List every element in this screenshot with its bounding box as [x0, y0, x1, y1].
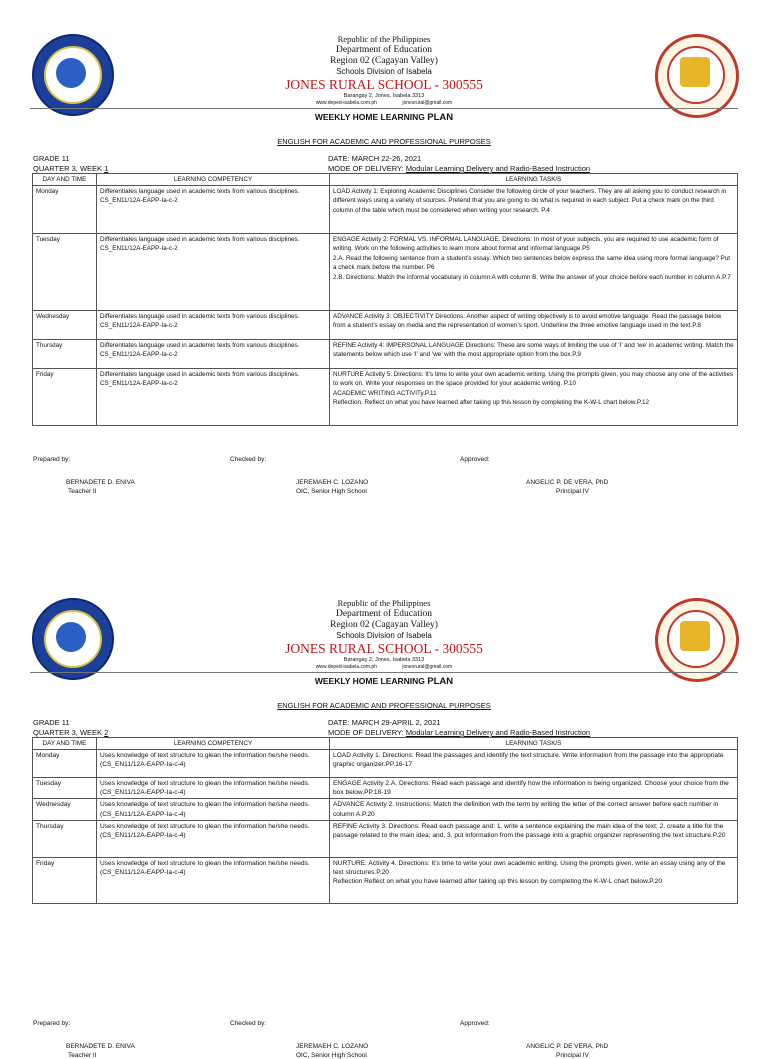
day-cell: Thursday: [33, 820, 97, 857]
competency-cell: Uses knowledge of text structure to glean the information he/she needs. (CS_EN11/12A-EAPP-Ia-c-4): [97, 857, 330, 903]
checked-by-label: Checked by:: [230, 456, 267, 463]
region-label: Region 02 (Cagayan Valley): [330, 620, 438, 630]
school-name: JONES RURAL SCHOOL - 300555: [285, 641, 483, 656]
learning-plan-table: [32, 173, 738, 426]
column-header-day: DAY AND TIME: [33, 174, 97, 186]
region-label: Region 02 (Cagayan Valley): [330, 56, 438, 66]
header-divider: [30, 672, 738, 673]
day-cell: Friday: [33, 857, 97, 903]
school-address: Barangay 2, Jones, Isabela 3313: [343, 657, 425, 663]
date-label: DATE: MARCH 29-APRIL 2, 2021: [328, 718, 441, 727]
day-cell: Wednesday: [33, 311, 97, 340]
school-name: JONES RURAL SCHOOL - 300555: [285, 77, 483, 92]
table-row: [33, 369, 738, 426]
week-number: 1: [104, 164, 109, 173]
approved-label: Approved:: [460, 456, 490, 463]
department-label: Department of Education: [335, 45, 433, 55]
grade-label: GRADE 11: [33, 154, 70, 163]
checker-title: OIC, Senior High School: [296, 488, 367, 495]
plan-rows: [33, 186, 738, 426]
table-row: [33, 750, 738, 778]
column-header-day: DAY AND TIME: [33, 738, 97, 750]
column-header-competency: LEARNING COMPETENCY: [97, 738, 330, 750]
task-cell: ADVANCE Activity 3: OBJECTIVITY Directions: Another aspect of writing objectively is to avoid emotive language. Read the passage below from a student’s essay on media and the representation of women’s sport. Underline the three emotive language used in the text.P.8: [330, 311, 738, 340]
column-header-task: LEARNING TASK/S: [330, 738, 738, 750]
date-label: DATE: MARCH 22-26, 2021: [328, 154, 422, 163]
contact-line: [0, 664, 768, 670]
email-link[interactable]: jonesrural@gmail.com: [402, 664, 453, 670]
approver-name: ANGELIC P. DE VERA, PhD: [526, 479, 609, 486]
competency-cell: Uses knowledge of text structure to glean the information he/she needs. (CS_EN11/12A-EAPP-Ia-c-4): [97, 820, 330, 857]
preparer-title: Teacher II: [68, 1052, 97, 1059]
approver-name: ANGELIC P. DE VERA, PhD: [526, 1043, 609, 1050]
delivery-mode-label: MODE OF DELIVERY: Modular Learning Delivery and Radio-Based Instruction: [328, 728, 591, 737]
task-cell: LOAD Activity 1: Exploring Academic Disciplines Consider the following circle of your teachers. They are all asking you to conduct research in different ways using a variety of sources. Pretend that you are going to do what is required in each subject. Put a check mark on the third column of the table which must be considered when writing your research. P.4: [330, 186, 738, 234]
task-cell: ADVANCE Activity 2. Instructions: Match the definition with the term by writing the letter of the correct answer before each number in column A.P.20: [330, 799, 738, 820]
table-row: [33, 340, 738, 369]
day-cell: Monday: [33, 186, 97, 234]
task-cell: REFINE Activity 3. Directions: Read each passage and: 1. write a sentence explaining the main idea of the text; 2. create a title for the passage related to the main idea; and, 3. put information from the passage into a graphic organizer representing the text structure.P.20: [330, 820, 738, 857]
republic-label: Republic of the Philippines: [337, 34, 431, 44]
table-row: [33, 186, 738, 234]
task-cell: NURTURE: Activity 4. Directions: It’s time to write your own academic writing. Using the prompts given, write an essay using any of the text structures.P.20 Reflection Reflect on what you have learned after taking up this lesson by completing the K-W-L chart below.P.20: [330, 857, 738, 903]
header-divider: [30, 108, 738, 109]
plan-title: WEEKLY HOME LEARNING PLAN: [314, 676, 454, 687]
quarter-week-label: QUARTER 3, WEEK 2: [33, 728, 162, 737]
republic-label: Republic of the Philippines: [337, 598, 431, 608]
email-link[interactable]: jonesrural@gmail.com: [402, 100, 453, 106]
website-link[interactable]: www.deped-isabela.com.ph: [315, 664, 377, 670]
task-cell: ENGAGE Activity 2: FORMAL VS. INFORMAL LANGUAGE. Directions: In most of your subjects, you are required to use academic form of writing. Work on the following activities to learn more about formal and informal language.P5 2.A. Read the following sentence from a student’s essay. Which two sentences below express the same idea using more formal language? Put a check mark before the number. P6 2.B. Directions: Match the informal vocabulary in column A with column B. Write the answer of your choice before each number in column A.P.7: [330, 234, 738, 311]
table-row: [33, 799, 738, 820]
day-cell: Tuesday: [33, 778, 97, 799]
task-cell: REFINE Activity 4: IMPERSONAL LANGUAGE Directions: These are some ways of limiting the use of ‘I’ and ‘we’ in academic writing. Match the statements below which use ‘I’ and ‘we’ with the most appropriate option from the box.P.9: [330, 340, 738, 369]
prepared-by-label: Prepared by:: [33, 456, 71, 463]
department-label: Department of Education: [335, 609, 433, 619]
task-cell: LOAD Activity 1. Directions: Read the passages and identify the text structure. Write information from the passage into the appropriate graphic organizer.PP.16-17: [330, 750, 738, 778]
preparer-title: Teacher II: [68, 488, 97, 495]
learning-plan-table: [32, 737, 738, 904]
delivery-mode-value: Modular Learning Delivery and Radio-Based Instruction: [405, 164, 591, 173]
checker-name: JEREMAEH C. LOZANO: [296, 1043, 369, 1050]
week-number: 2: [104, 728, 109, 737]
preparer-name: BERNADETE D. ENIVA: [66, 479, 135, 486]
approver-title: Principal IV: [556, 488, 589, 495]
preparer-name: BERNADETE D. ENIVA: [66, 1043, 135, 1050]
competency-cell: Differentiates language used in academic texts from various disciplines. CS_EN11/12A-EAPP-Ia-c-2: [97, 311, 330, 340]
contact-line: [0, 100, 768, 106]
competency-cell: Differentiates language used in academic texts from various disciplines. CS_EN11/12A-EAPP-Ia-c-2: [97, 234, 330, 311]
grade-label: GRADE 11: [33, 718, 70, 727]
competency-cell: Differentiates language used in academic texts from various disciplines. CS_EN11/12A-EAPP-Ia-c-2: [97, 369, 330, 426]
table-row: [33, 820, 738, 857]
prepared-by-label: Prepared by:: [33, 1020, 71, 1027]
school-address: Barangay 2, Jones, Isabela 3313: [343, 93, 425, 99]
delivery-mode-value: Modular Learning Delivery and Radio-Based Instruction: [405, 728, 591, 737]
checker-name: JEREMAEH C. LOZANO: [296, 479, 369, 486]
plan-rows: [33, 750, 738, 904]
quarter-week-label: QUARTER 3, WEEK 1: [33, 164, 162, 173]
subject-title: ENGLISH FOR ACADEMIC AND PROFESSIONAL PURPOSES: [277, 137, 491, 146]
task-cell: NURTURE Activity 5. Directions: It’s time to write your own academic writing. Using the prompts given, you may choose any one of the activities to work on. Write your responses on the space provided for your academic writing. P.10 ACADEMIC WRITING ACTIVITy.P.11 Reflection. Reflect on what you have learned after taking up this lesson by completing the K-W-L chart below.P.12: [330, 369, 738, 426]
division-label: Schools Division of Isabela: [336, 67, 432, 76]
competency-cell: Differentiates language used in academic texts from various disciplines. CS_EN11/12A-EAPP-Ia-c-2: [97, 340, 330, 369]
day-cell: Tuesday: [33, 234, 97, 311]
delivery-mode-label: MODE OF DELIVERY: Modular Learning Delivery and Radio-Based Instruction: [328, 164, 591, 173]
table-row: [33, 234, 738, 311]
competency-cell: Differentiates language used in academic texts from various disciplines. CS_EN11/12A-EAPP-Ia-c-2: [97, 186, 330, 234]
subject-title: ENGLISH FOR ACADEMIC AND PROFESSIONAL PURPOSES: [277, 701, 491, 710]
competency-cell: Uses knowledge of text structure to glean the information he/she needs. (CS_EN11/12A-EAPP-Ia-c-4): [97, 750, 330, 778]
approver-title: Principal IV: [556, 1052, 589, 1059]
task-cell: ENGAGE Activity 2.A. Directions: Read each passage and identify how the information is being organized. Choose your choice from the box below.PP.18-19: [330, 778, 738, 799]
checker-title: OIC, Senior High School: [296, 1052, 367, 1059]
table-row: [33, 857, 738, 903]
table-row: [33, 311, 738, 340]
day-cell: Monday: [33, 750, 97, 778]
column-header-competency: LEARNING COMPETENCY: [97, 174, 330, 186]
checked-by-label: Checked by:: [230, 1020, 267, 1027]
competency-cell: Uses knowledge of text structure to glean the information he/she needs. (CS_EN11/12A-EAPP-Ia-c-4): [97, 778, 330, 799]
table-row: [33, 778, 738, 799]
competency-cell: Uses knowledge of text structure to glean the information he/she needs. (CS_EN11/12A-EAPP-Ia-c-4): [97, 799, 330, 820]
column-header-task: LEARNING TASK/S: [330, 174, 738, 186]
approved-label: Approved:: [460, 1020, 490, 1027]
day-cell: Friday: [33, 369, 97, 426]
website-link[interactable]: www.deped-isabela.com.ph: [315, 100, 377, 106]
day-cell: Wednesday: [33, 799, 97, 820]
day-cell: Thursday: [33, 340, 97, 369]
plan-title: WEEKLY HOME LEARNING PLAN: [314, 112, 454, 123]
division-label: Schools Division of Isabela: [336, 631, 432, 640]
